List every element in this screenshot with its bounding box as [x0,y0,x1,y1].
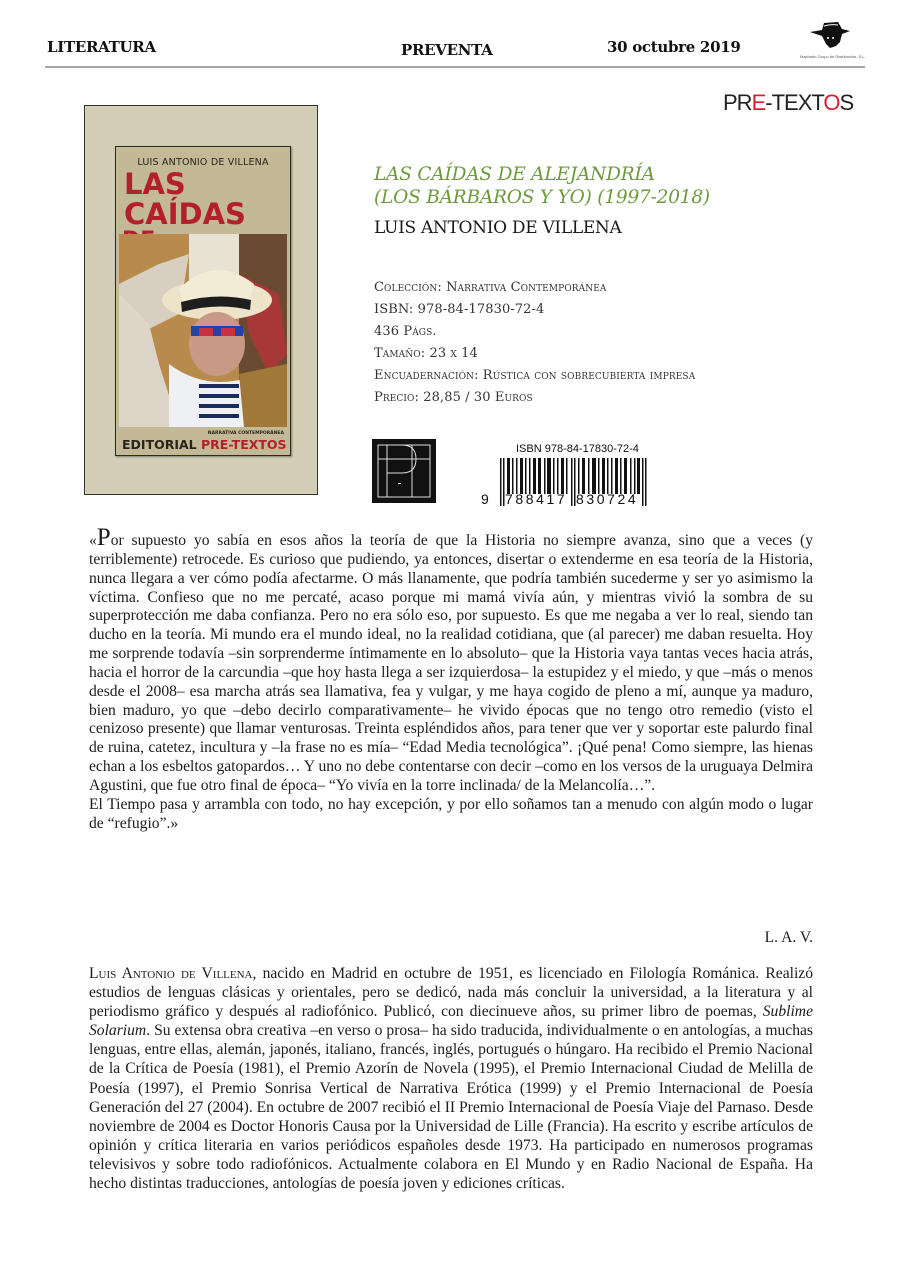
book-author: LUIS ANTONIO DE VILLENA [374,218,622,238]
bio-author-name: Luis Antonio de Villena [89,965,253,982]
book-title: LAS CAÍDAS DE ALEJANDRÍA (LOS BÁRBAROS Y YO) (1997-2018) [374,164,710,208]
cover-title: LAS CAÍDAS [124,167,246,231]
barcode-group-2: 830724 [576,491,639,507]
section-label: LITERATURA [47,38,156,56]
cover-photo [119,234,287,427]
meta-price: Precio: 28,85 / 30 Euros [374,390,533,405]
author-biography: Luis Antonio de Villena, nacido en Madrid en octubre de 1951, es licenciado en Filología Románica. Realizó estudios de lenguas clásicas y orientales, pero se dedicó, nada más concluir la universidad, a la literatura y al periodismo gráfico y después al radiofónico. Publicó, con diecinueve años, su primer libro de poemas, Sublime Solarium. Su extensa obra creativa –en verso o prosa– ha sido traducida, individualmente o en antologías, a muchas lenguas, entre ellas, alemán, japonés, italiano, francés, inglés, portugués o húngaro. Ha recibido el Premio Nacional de la Crítica de Poesía (1981), el Premio Azorín de Novela (1995), el Premio Internacional Ciudad de Melilla de Poesía (1997), el Premio Sonrisa Vertical de Narrativa Erótica (1999) y el Premio Internacional de Poesía Generación del 27 (2004). En octubre de 2007 recibió el II Premio Internacional de Poesía Viaje del Parnaso. Desde noviembre de 2004 es Doctor Honoris Causa por la Universidad de Lille (Francia). Ha escrito y escribe artículos de opinión y crítica literaria en varios periódicos españoles desde 1973. Ha participado en numerosos programas televisivos y sobre todo radiofónicos. Actualmente colabora en El Mundo y en Radio Nacional de España. Ha hecho distintas traducciones, antologías de poesía joven y ediciones críticas. [89,965,814,1193]
barcode-lead-digit: 9 [481,491,492,507]
distributor-caption: Machado Grupo de Distribución, S.L. [800,54,866,59]
cover-publisher: EDITORIAL PRE-TEXTOS [122,437,287,452]
bio-book-title: Sublime Solarium [89,1003,813,1040]
drop-cap: P [96,524,111,551]
cover-panel [115,146,291,456]
date-label: 30 octubre 2019 [607,38,741,56]
pre-textos-monogram-icon [372,439,436,503]
meta-collection: Colección: Narrativa Contemporánea [374,280,607,295]
status-label: PREVENTA [401,41,493,59]
meta-size: Tamaño: 23 x 14 [374,346,478,361]
book-excerpt: «Por supuesto yo sabía en esos años la teoría de que la Historia no siempre avanza, sino que a veces (y terriblemente) retrocede. Es curioso que pudiendo, ya entonces, disertar o extenderme en esa teoría de la Historia, nunca llegara a ver cómo podía afectarme. O más llanamente, que podría también sucederme y ser yo asimismo la víctima. Confieso que no me percaté, acaso porque mi mamá vivía aún, y mientras vivió la sombra de su superprotección me daba confianza. Pero no era sólo eso, por supuesto. Es que me negaba a ver lo real, siendo tan ducho en la teoría. Mi mundo era el mundo ideal, no la realidad cotidiana, que (al parecer) me daban resuelta. Hoy me sorprende todavía –sin sorprenderme íntimamente en lo absoluto– que la Historia vaya tantas veces hacia atrás, hacia el horror de la carcundia –que hoy hasta llega a ser izquierdosa– la estupidez y el miedo, y que –más o menos desde el 2008– esa marcha atrás sea llamativa, fea y vulgar, y me haya cogido de pleno a mí, aunque ya maduro, bien maduro, yo que –debo decirlo comparativamente– he vivido épocas que no tengo otro remedio (visto el cenizoso presente) que llamar venturosas. Treinta espléndidos años, para tener que ver y soportar este palurdo final de ruina, catetez, incultura y –la frase no es mía– “Edad Media tecnológica”. ¡Qué pena! Como siempre, las hienas echan a los esbeltos gatopardos… Y uno no debe contentarse con decir –como en los versos de la uruguaya Delmira Agustini, que fue otro final de época– “Yo vivía en la torre inclinada/ de la Melancolía…”. El Tiempo pasa y arrambla con todo, no hay excepción, y por ello soñamos tan a menudo con algún modo o lugar de “refugio”.» [89,524,813,832]
hat-silhouette-icon [800,20,860,54]
barcode-isbn-label: ISBN 978-84-17830-72-4 [516,443,639,455]
excerpt-signature: L. A. V. [764,929,813,946]
meta-binding: Encuadernación: Rústica con sobrecubierta impresa [374,368,696,383]
author-portrait-image [119,234,287,427]
meta-pages: 436 Págs. [374,324,437,339]
distributor-logo [800,20,866,64]
cover-collection: NARRATIVA CONTEMPORÁNEA [207,431,284,436]
isbn-barcode [478,443,658,511]
cover-author: LUIS ANTONIO DE VILLENA [137,157,269,168]
barcode-group-1: 788417 [505,491,568,507]
meta-isbn: ISBN: 978-84-17830-72-4 [374,302,545,317]
book-cover [84,105,318,495]
header-divider [45,66,865,68]
book-metadata [374,277,695,409]
publisher-logo: PRE-TEXTOS [723,90,854,115]
